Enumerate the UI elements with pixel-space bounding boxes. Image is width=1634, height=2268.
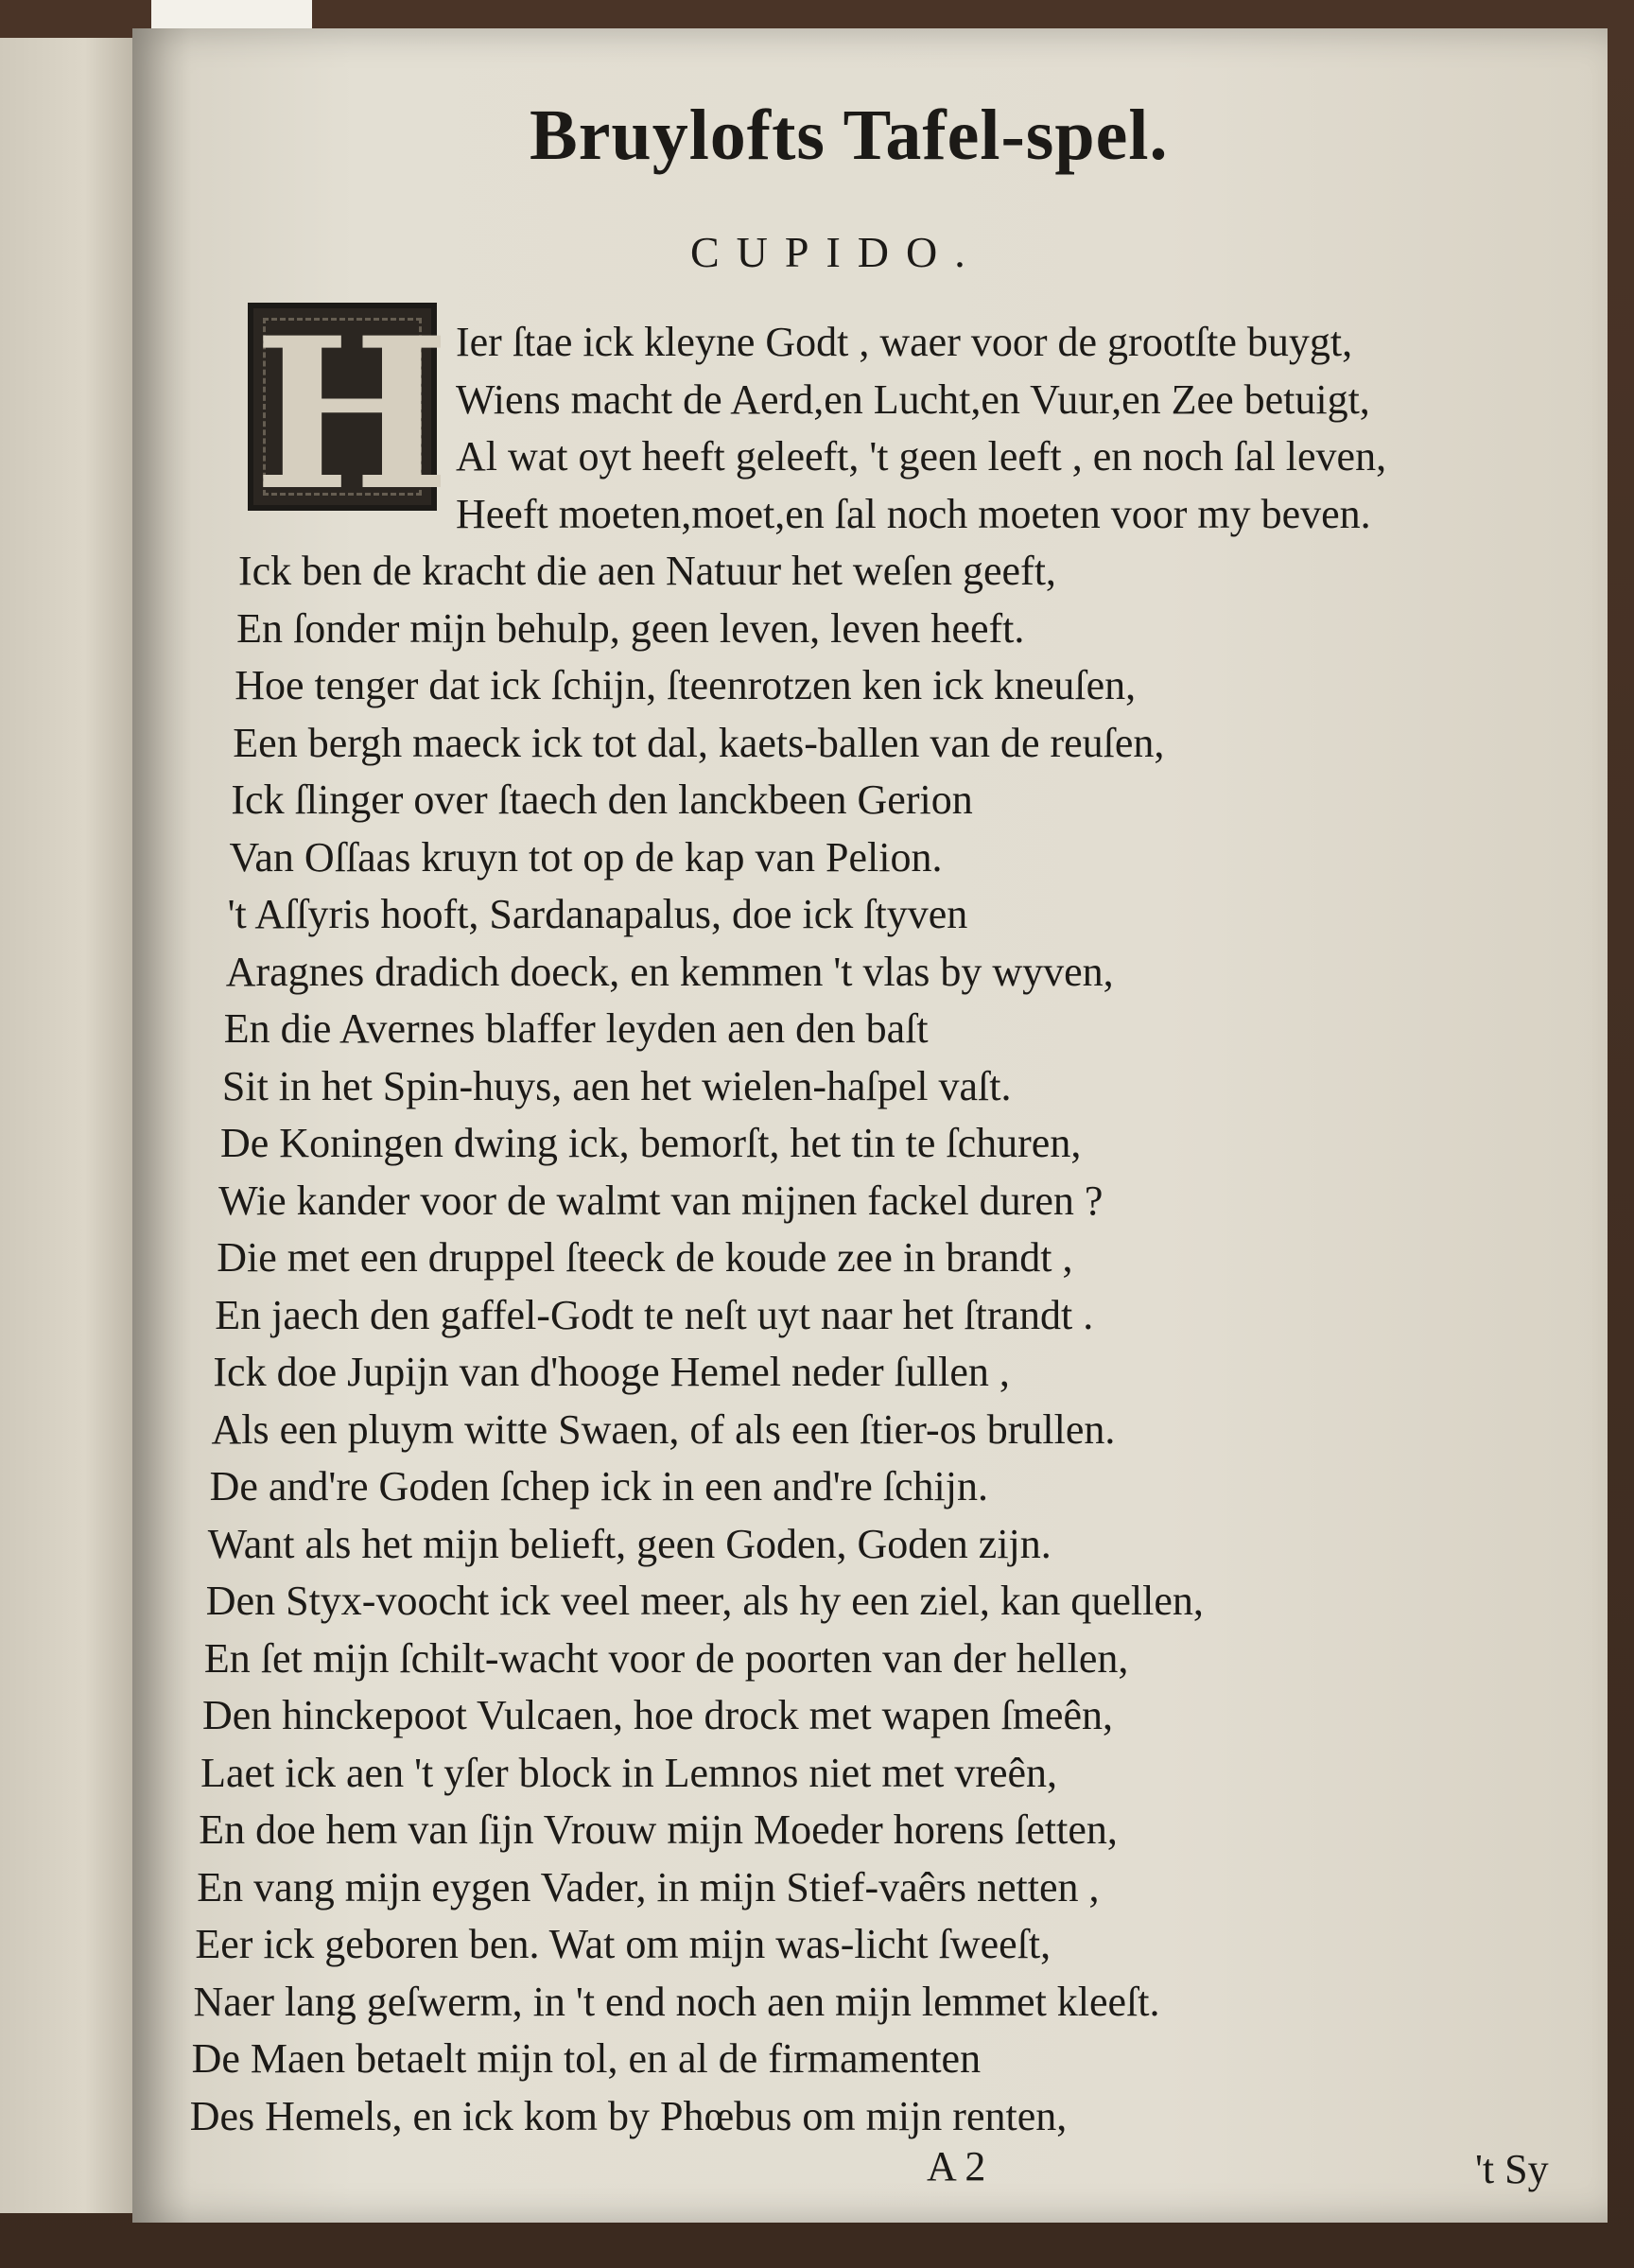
verse-line: Ick doe Jupijn van d'hooge Hemel neder ſullen , [213, 1349, 1010, 1395]
verse-line: Hoe tenger dat ick ſchijn, ſteenrotzen ken ick kneuſen, [235, 662, 1137, 708]
verse-line: En vang mijn eygen Vader, in mijn Stief-vaêrs netten , [197, 1863, 1100, 1910]
page-title: Bruylofts Tafel-spel. [530, 96, 1169, 175]
verse-line: En ſonder mijn behulp, geen leven, leven heeft. [236, 604, 1025, 652]
verse-line: Ier ſtae ick kleyne Godt , waer voor de grootſte buygt, [456, 319, 1353, 365]
verse-line: En jaech den gaffel-Godt te neſt uyt naar het ſtrandt . [215, 1291, 1094, 1338]
verse-line: Aragnes dradich doeck, en kemmen 't vlas by wyven, [225, 948, 1114, 995]
signature-mark: A 2 [927, 2143, 986, 2189]
catchword: 't Sy [1475, 2146, 1549, 2192]
verse-line: Een bergh maeck ick tot dal, kaets-ballen van de reuſen, [233, 719, 1165, 766]
verse-line: Al wat oyt heeft geleeft, 't geen leeft , en noch ſal leven, [456, 433, 1387, 480]
verse-line: De Koningen dwing ick, bemorſt, het tin te ſchuren, [220, 1120, 1082, 1166]
verse-line: Eer ick geboren ben. Wat om mijn was-licht ſweeſt, [195, 1921, 1052, 1967]
verse-line: Heeft moeten,moet,en ſal noch moeten voor my beven. [456, 490, 1371, 537]
verse-line: Sit in het Spin-huys, aen het wielen-haſpel vaſt. [221, 1062, 1012, 1109]
verse-line: En die Avernes blaffer leyden aen den baſt [223, 1005, 929, 1052]
verse-line: Den Styx-voocht ick veel meer, als hy een ziel, kan quellen, [205, 1578, 1204, 1624]
drop-cap-letter: H [253, 291, 450, 536]
verse-line: Als een pluym witte Swaen, of als een ſtier-os brullen. [211, 1405, 1116, 1453]
verse-line: Ick ſlinger over ſtaech den lanckbeen Gerion [231, 776, 973, 823]
verse-line: Naer lang geſwerm, in 't end noch aen mijn lemmet kleeſt. [193, 1978, 1160, 2025]
verse-line: En doe hem van ſijn Vrouw mijn Moeder horens ſetten, [199, 1806, 1118, 1853]
decorated-initial [248, 291, 450, 536]
verse-line: Wie kander voor de walmt van mijnen fackel duren ? [218, 1177, 1104, 1224]
verse-line: Den hinckepoot Vulcaen, hoe drock met wapen ſmeên, [202, 1692, 1113, 1738]
verse-line: Des Hemels, en ick kom by Phœbus om mijn renten, [189, 2092, 1068, 2139]
verse-line: Die met een druppel ſteeck de koude zee in brandt , [217, 1234, 1073, 1281]
verse-line: En ſet mijn ſchilt-wacht voor de poorten van der hellen, [203, 1634, 1129, 1682]
verse-line: Ick ben de kracht die aen Natuur het weſen geeft, [238, 548, 1056, 594]
verse-line: Want als het mijn belieft, geen Goden, Goden zijn. [207, 1520, 1052, 1567]
verse-line: Wiens macht de Aerd,en Lucht,en Vuur,en Zee betuigt, [456, 375, 1370, 423]
verse-line: 't Aſſyris hooft, Sardanapalus, doe ick ſtyven [227, 891, 968, 937]
verse-line: Van Oſſaas kruyn tot op de kap van Pelion. [229, 833, 943, 881]
verse-line: De and're Goden ſchep ick in een and're ſchijn. [209, 1463, 989, 1509]
verse-line: Laet ick aen 't yſer block in Lemnos niet met vreên, [200, 1749, 1058, 1796]
section-heading: CUPIDO. [690, 228, 982, 276]
verse-line: De Maen betaelt mijn tol, en al de firmamenten [191, 2035, 982, 2082]
